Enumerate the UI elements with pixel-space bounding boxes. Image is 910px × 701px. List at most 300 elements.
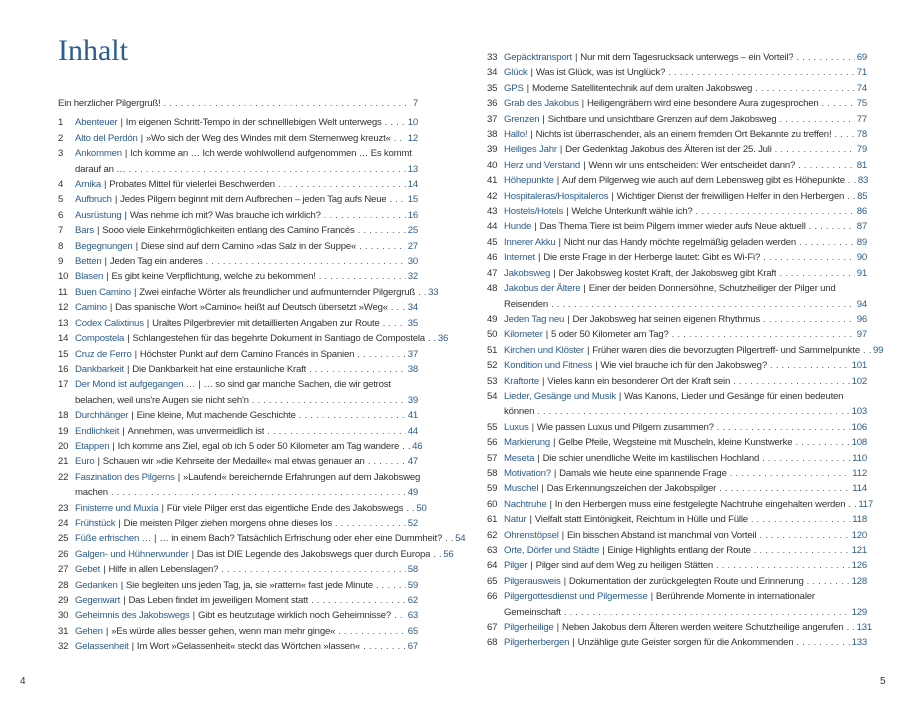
toc-entry-keyword: Betten [75, 256, 102, 268]
toc-entry-description: Die meisten Pilger ziehen morgens ohne dieses los [123, 517, 332, 529]
leader-dots [796, 50, 854, 65]
toc-entry-keyword: Hostels/Hotels [504, 206, 564, 218]
toc-entry-continuation: Gemeinschaft [504, 606, 561, 618]
toc-entry-page: 62 [407, 595, 418, 606]
leader-dots [206, 254, 406, 269]
toc-entry-keyword: Innerer Akku [504, 236, 556, 248]
toc-entry-keyword: Markierung [504, 437, 550, 449]
toc-entry[interactable] [58, 439, 423, 454]
toc-entry-keyword: Alto del Perdón [75, 132, 138, 144]
toc-entry[interactable] [487, 235, 867, 250]
toc-entry[interactable] [58, 578, 418, 593]
leader-dots [433, 547, 441, 562]
toc-entry[interactable] [487, 589, 867, 620]
toc-entry[interactable] [58, 531, 466, 546]
toc-entry-keyword: Ohrenstöpsel [504, 529, 559, 541]
toc-entry-page: 78 [856, 129, 867, 141]
toc-entry-keyword: Begegnungen [75, 240, 133, 252]
toc-entry-number: 61 [487, 514, 498, 526]
toc-entry-number: 22 [58, 471, 69, 483]
leader-dots [385, 115, 406, 130]
leader-dots [359, 239, 406, 254]
toc-entry-description: Auf dem Pilgerweg wie auch auf dem Lebensweg gibt es Höhepunkte [562, 175, 845, 187]
toc-entry-page: 65 [407, 625, 418, 637]
toc-entry[interactable] [58, 377, 418, 408]
toc-entry-number: 54 [487, 390, 498, 402]
toc-entry[interactable] [58, 362, 418, 377]
toc-entry[interactable] [487, 558, 867, 573]
toc-entry-number: 49 [487, 313, 498, 325]
toc-entry-page: 112 [852, 467, 867, 479]
toc-entry-keyword: Jakobus der Ältere [504, 283, 581, 295]
toc-entry[interactable] [487, 512, 867, 527]
leader-dots [338, 624, 405, 639]
toc-entry-number: 32 [58, 641, 69, 653]
toc-entry-page: 131 [856, 622, 872, 634]
toc-entry-keyword: Finisterre und Muxía [75, 502, 159, 514]
toc-entry-page: 106 [851, 421, 867, 433]
toc-entry-number: 20 [58, 440, 69, 452]
toc-entry-description: Schlangestehen für das begehrte Dokument in Santiago de Compostela [132, 333, 425, 345]
toc-entry[interactable] [487, 189, 867, 204]
toc-entry-page: 94 [856, 298, 867, 310]
toc-entry[interactable] [58, 424, 418, 439]
toc-entry-page: 77 [856, 113, 867, 125]
leader-dots [406, 501, 414, 516]
toc-entry-number: 11 [58, 286, 68, 298]
toc-entry-keyword: Höhepunkte [504, 175, 554, 187]
leader-dots [428, 331, 436, 346]
toc-entry-keyword: Compostela [75, 333, 125, 345]
toc-entry-page: 89 [856, 236, 867, 248]
toc-entry-page: 47 [407, 456, 418, 468]
toc-entry-keyword: Pilgerheilige [504, 622, 554, 634]
toc-entry[interactable] [487, 635, 867, 650]
leader-dots [779, 112, 854, 127]
toc-entry-page: 58 [407, 564, 418, 576]
toc-entry[interactable] [487, 50, 867, 65]
toc-list-left [58, 96, 466, 655]
toc-entry[interactable] [58, 516, 418, 531]
toc-separator: | [96, 225, 100, 237]
toc-entry-keyword: Gegenwart [75, 595, 121, 606]
toc-separator: | [530, 67, 533, 79]
toc-entry-page: 38 [407, 363, 418, 375]
toc-entry-page: 15 [407, 194, 418, 206]
toc-entry-number: 34 [487, 67, 498, 79]
toc-entry-keyword: Grab des Jakobus [504, 98, 579, 110]
toc-separator: | [618, 390, 622, 402]
toc-entry-keyword: Muschel [504, 483, 539, 495]
toc-separator: | [530, 560, 533, 572]
toc-entry[interactable] [487, 358, 867, 373]
toc-entry-description: Eine kleine, Mut machende Geschichte [136, 410, 296, 422]
toc-entry[interactable] [58, 300, 418, 315]
leader-dots [730, 466, 851, 481]
toc-entry-description: Das spanische Wort »Camino« heißt auf Deutsch übersetzt »Weg« [115, 302, 388, 314]
toc-entry[interactable] [487, 112, 867, 127]
toc-separator: | [133, 286, 137, 298]
toc-entry[interactable] [487, 574, 867, 589]
toc-entry-number: 4 [58, 179, 64, 191]
toc-entry[interactable] [58, 239, 418, 254]
toc-entry-page: 85 [857, 190, 868, 202]
toc-entry[interactable] [487, 281, 867, 312]
toc-entry-number: 33 [487, 52, 498, 63]
toc-entry[interactable] [58, 177, 418, 192]
toc-separator: | [553, 437, 556, 449]
toc-entry[interactable] [58, 624, 418, 639]
toc-entry-keyword: Ankommen [75, 148, 122, 160]
toc-entry[interactable] [58, 316, 418, 331]
toc-entry-description: Die erste Frage in der Herberge lautet: Gibt es Wi-Fi? [543, 252, 761, 264]
toc-entry-page: 33 [428, 286, 439, 298]
toc-entry-number: 53 [487, 375, 498, 387]
toc-entry[interactable] [487, 127, 867, 142]
toc-entry-number: 12 [58, 302, 69, 314]
toc-entry-keyword: Grenzen [504, 113, 540, 125]
toc-entry-number: 21 [58, 456, 69, 468]
toc-entry-description: Es gibt keine Verpflichtung, welche zu bekommen! [111, 271, 316, 283]
toc-entry-description: Ich komme an … Ich werde wohlwollend aufgenommen … Es kommt [130, 148, 412, 160]
toc-separator: | [529, 514, 532, 526]
leader-dots [309, 362, 406, 377]
toc-entry[interactable] [58, 285, 439, 300]
toc-entry[interactable] [487, 250, 867, 265]
toc-entry-page: 13 [407, 163, 418, 175]
toc-entry-number: 40 [487, 159, 498, 171]
toc-entry-number: 44 [487, 221, 498, 233]
toc-entry[interactable] [58, 131, 418, 146]
toc-entry-page: 63 [407, 610, 418, 622]
toc-entry-description: Unzählige gute Geister sorgen für die Ankommenden [577, 637, 794, 649]
toc-entry-description: Vieles kann ein besonderer Ort der Kraft sein [547, 375, 731, 387]
toc-intro[interactable] [58, 96, 418, 111]
toc-separator: | [558, 236, 561, 248]
toc-entry-page: 110 [852, 452, 867, 464]
toc-entry-description: Im Wort »Gelassenheit« steckt das Wörtchen »lassen« [136, 641, 361, 653]
leader-dots [847, 189, 855, 204]
toc-entry[interactable] [58, 470, 421, 501]
leader-dots [719, 481, 850, 496]
toc-entry-keyword: Pilgerausweis [504, 575, 561, 587]
leader-dots [278, 177, 406, 192]
toc-entry-number: 30 [58, 610, 69, 622]
leader-dots [537, 404, 849, 419]
toc-entry[interactable] [58, 347, 418, 362]
toc-separator: | [103, 564, 106, 576]
toc-entry[interactable] [487, 543, 867, 558]
toc-entry[interactable] [58, 254, 418, 269]
toc-entry-page: 102 [851, 375, 867, 387]
toc-entry[interactable] [487, 435, 867, 450]
leader-dots [564, 605, 850, 620]
toc-entry-number: 9 [58, 256, 64, 268]
toc-separator: | [105, 625, 109, 637]
toc-separator: | [114, 194, 118, 206]
toc-entry[interactable] [487, 158, 867, 173]
leader-dots [221, 562, 405, 577]
toc-entry[interactable] [58, 208, 418, 223]
toc-intro-text: Ein herzlicher Pilgergruß! [58, 98, 161, 109]
toc-separator: | [611, 190, 614, 202]
toc-entry-description: Sie begleiten uns jeden Tag, ja, sie »rattern« fast jede Minute [125, 579, 373, 591]
toc-entry-keyword: GPS [504, 82, 524, 94]
toc-entry[interactable] [487, 312, 867, 327]
toc-entry-keyword: Ausrüstung [75, 209, 122, 221]
toc-entry-page: 97 [856, 329, 867, 341]
toc-entry-description: Sichtbare und unsichtbare Grenzen auf dem Jakobsweg [547, 113, 777, 125]
toc-entry-number: 51 [487, 344, 498, 356]
toc-separator: | [177, 471, 181, 483]
toc-entry-description: Das Erkennungszeichen der Jakobspilger [546, 483, 717, 495]
toc-entry[interactable] [487, 451, 867, 466]
toc-entry-description: … so sind gar manche Sachen, die wir getrost [203, 379, 391, 391]
toc-entry-description: Annehmen, was unvermeidlich ist [127, 425, 265, 437]
toc-entry-number: 46 [487, 252, 498, 264]
toc-entry-description: Heiligengräbern wird eine besondere Aura zugesprochen [586, 98, 819, 110]
toc-separator: | [556, 622, 559, 634]
toc-entry[interactable] [487, 528, 867, 543]
toc-separator: | [542, 375, 545, 387]
toc-separator: | [146, 317, 150, 329]
toc-entry-description: Höchster Punkt auf dem Camino Francés in Spanien [139, 348, 355, 360]
toc-entry-description: Der Gedenktag Jakobus des Älteren ist der 25. Juli [565, 144, 772, 156]
toc-separator: | [109, 302, 113, 314]
toc-separator: | [563, 575, 566, 587]
toc-separator: | [586, 344, 590, 356]
leader-dots [299, 408, 406, 423]
toc-entry-keyword: Geheimnis des Jakobswegs [75, 610, 190, 622]
toc-entry-description: »Es würde alles besser gehen, wenn man mehr ginge« [111, 625, 336, 637]
toc-entry-page: 117 [858, 498, 874, 510]
toc-separator: | [595, 360, 598, 372]
leader-dots [383, 316, 406, 331]
toc-entry[interactable] [58, 608, 418, 623]
toc-separator: | [556, 175, 560, 187]
toc-separator: | [191, 548, 194, 560]
toc-entry[interactable] [58, 562, 418, 577]
toc-entry-description: Einige Highlights entlang der Route [607, 545, 751, 556]
toc-entry[interactable] [58, 331, 449, 346]
toc-separator: | [650, 591, 653, 603]
toc-entry-keyword: Durchhänger [75, 410, 129, 422]
toc-entry[interactable] [487, 81, 867, 96]
toc-entry-number: 56 [487, 437, 498, 449]
toc-entry-number: 31 [58, 625, 69, 637]
toc-entry-page: 39 [407, 394, 418, 406]
toc-separator: | [531, 421, 534, 433]
toc-entry-number: 38 [487, 129, 498, 141]
toc-entry[interactable] [487, 327, 867, 342]
leader-dots [376, 578, 406, 593]
toc-separator: | [537, 452, 540, 464]
toc-entry[interactable] [58, 408, 418, 423]
toc-entry[interactable] [487, 420, 867, 435]
toc-entry-description: Für viele Pilger erst das eigentliche Ende des Jakobswegs [166, 502, 404, 514]
leader-dots [445, 531, 453, 546]
leader-dots [551, 297, 855, 312]
toc-entry-description: Wie viel brauche ich für den Jakobsweg? [600, 360, 767, 372]
toc-separator: | [526, 82, 529, 94]
toc-entry-description: Sooo viele Einkehrmöglichkeiten entlang des Camino Francés [102, 225, 355, 237]
toc-entry-number: 45 [487, 236, 498, 248]
toc-entry-page: 90 [856, 252, 867, 264]
toc-entry-number: 17 [58, 379, 69, 391]
toc-entry-number: 67 [487, 622, 498, 634]
toc-separator: | [124, 148, 128, 160]
toc-entry[interactable] [487, 389, 867, 420]
toc-entry-page: 120 [851, 529, 867, 541]
toc-entry[interactable] [58, 547, 454, 562]
toc-entry-number: 29 [58, 595, 69, 606]
toc-entry-description: Schauen wir »die Kehrseite der Medaille« mal etwas genauer an [102, 456, 365, 468]
toc-entry-page: 128 [851, 575, 867, 587]
toc-entry-description: Das ist DIE Legende des Jakobswegs quer durch Europa [196, 548, 431, 560]
toc-entry-page: 83 [857, 175, 869, 187]
leader-dots [717, 420, 850, 435]
toc-entry-page: 74 [856, 82, 867, 94]
leader-dots [368, 454, 406, 469]
leader-dots [751, 512, 850, 527]
leader-dots [389, 192, 405, 207]
toc-entry-description: Früher waren dies die bevorzugten Pilgertreff- und Sammelpunkte [592, 344, 860, 356]
leader-dots [402, 439, 410, 454]
toc-separator: | [534, 221, 537, 233]
toc-entry[interactable] [58, 192, 418, 207]
toc-entry-description: … in einem Bach? Tatsächlich Erfrischung oder eher eine Dummheit? [159, 533, 443, 545]
toc-entry[interactable] [487, 173, 867, 188]
leader-dots [759, 528, 849, 543]
toc-entry-description: Nicht nur das Handy möchte regelmäßig geladen werden [563, 236, 797, 248]
toc-entry-description: Was nehme ich mit? Was brauche ich wirklich? [129, 209, 321, 221]
toc-entry-number: 35 [487, 82, 498, 94]
toc-separator: | [112, 440, 115, 452]
toc-entry[interactable] [487, 219, 867, 234]
leader-dots [807, 574, 850, 589]
toc-entry[interactable] [487, 204, 867, 219]
toc-entry-page: 46 [412, 440, 423, 452]
toc-entry-description: Zwei einfache Wörter als freundlicher und aufmunternder Pilgergruß [139, 286, 416, 298]
toc-entry-number: 14 [58, 333, 69, 345]
toc-entry-page: 67 [407, 641, 418, 653]
toc-separator: | [583, 159, 586, 171]
toc-entry[interactable] [58, 454, 418, 469]
toc-entry-keyword: Faszination des Pilgerns [75, 471, 175, 483]
toc-entry-description: Ein bisschen Abstand ist manchmal von Vorteil [566, 529, 757, 541]
toc-entry-description: Ich komme ans Ziel, egal ob ich 5 oder 50 Kilometer am Tag wandere [117, 440, 400, 452]
toc-entry-number: 48 [487, 283, 498, 295]
toc-entry-number: 8 [58, 240, 64, 252]
toc-entry[interactable] [487, 620, 872, 635]
toc-entry-page: 35 [407, 317, 418, 329]
toc-separator: | [120, 579, 123, 591]
toc-entry[interactable] [487, 466, 867, 481]
toc-entry-page: 52 [407, 517, 418, 529]
right-page [455, 0, 910, 701]
leader-dots [775, 142, 855, 157]
toc-entry[interactable] [58, 146, 418, 177]
toc-entry-keyword: Nachtruhe [504, 498, 547, 510]
toc-entry-number: 63 [487, 545, 498, 556]
toc-entry-page: 44 [407, 425, 418, 437]
toc-entry[interactable] [58, 639, 418, 654]
toc-entry[interactable] [58, 115, 418, 130]
toc-entry[interactable] [487, 96, 867, 111]
toc-entry-keyword: Motivation? [504, 467, 551, 479]
leader-dots [267, 424, 406, 439]
leader-dots [394, 131, 406, 146]
toc-entry-number: 60 [487, 498, 498, 510]
toc-separator: | [135, 240, 138, 252]
toc-entry[interactable] [58, 501, 427, 516]
toc-entry[interactable] [487, 343, 884, 358]
toc-separator: | [549, 498, 552, 510]
toc-entry-description: Im eigenen Schritt-Tempo in der schnelllebigen Welt unterwegs [125, 117, 382, 129]
toc-entry-number: 36 [487, 98, 498, 110]
toc-entry-page: 86 [856, 206, 867, 218]
toc-entry-page: 103 [851, 406, 867, 418]
toc-entry-page: 34 [407, 302, 418, 314]
toc-separator: | [583, 283, 586, 295]
toc-separator: | [122, 425, 125, 437]
leader-dots [324, 208, 406, 223]
toc-entry-keyword: Orte, Dörfer und Städte [504, 545, 600, 556]
toc-separator: | [574, 52, 578, 63]
toc-entry-number: 19 [58, 425, 69, 437]
toc-entry-number: 5 [58, 194, 64, 206]
leader-dots [311, 593, 406, 608]
toc-entry-page: 50 [416, 502, 427, 514]
leader-dots [779, 266, 854, 281]
toc-entry[interactable] [487, 481, 867, 496]
toc-entry[interactable] [58, 269, 418, 284]
toc-entry[interactable] [487, 142, 867, 157]
toc-entry[interactable] [487, 497, 874, 512]
toc-entry-page: 49 [407, 487, 418, 499]
toc-entry-keyword: Glück [504, 67, 528, 79]
toc-entry-description: Probates Mittel für vielerlei Beschwerden [109, 179, 275, 191]
toc-entry-page: 56 [443, 548, 454, 560]
toc-separator: | [581, 98, 584, 110]
toc-entry-number: 7 [58, 225, 64, 237]
leader-dots [363, 639, 406, 654]
toc-entry-keyword: Kraftorte [504, 375, 539, 387]
toc-separator: | [553, 467, 557, 479]
toc-separator: | [561, 529, 564, 541]
toc-entry-description: Welche Unterkunft wähle ich? [571, 206, 693, 218]
toc-entry-keyword: Kondition und Fitness [504, 360, 593, 372]
toc-entry-number: 58 [487, 467, 498, 479]
toc-entry[interactable] [487, 65, 867, 80]
toc-entry[interactable] [487, 374, 867, 389]
toc-entry[interactable] [58, 223, 418, 238]
toc-entry-page: 99 [872, 344, 884, 356]
toc-entry-description: Der Jakobsweg hat seinen eigenen Rhythmus [572, 313, 760, 325]
toc-entry-page: 71 [856, 67, 867, 79]
toc-separator: | [104, 179, 107, 191]
toc-entry-page: 108 [851, 437, 867, 449]
toc-entry-description: Berührende Momente in internationaler [655, 591, 815, 603]
toc-entry-description: Jeden Tag ein anderes [109, 256, 203, 268]
toc-entry-description: Das Thema Tiere ist beim Pilgern immer wieder aufs Neue aktuell [539, 221, 806, 233]
toc-entry[interactable] [487, 266, 867, 281]
toc-entry-description: Was ist Glück, was ist Unglück? [535, 67, 666, 79]
toc-entry-number: 42 [487, 190, 498, 202]
toc-entry-number: 39 [487, 144, 498, 156]
toc-entry-continuation: machen [75, 487, 108, 499]
toc-entry[interactable] [58, 593, 418, 608]
